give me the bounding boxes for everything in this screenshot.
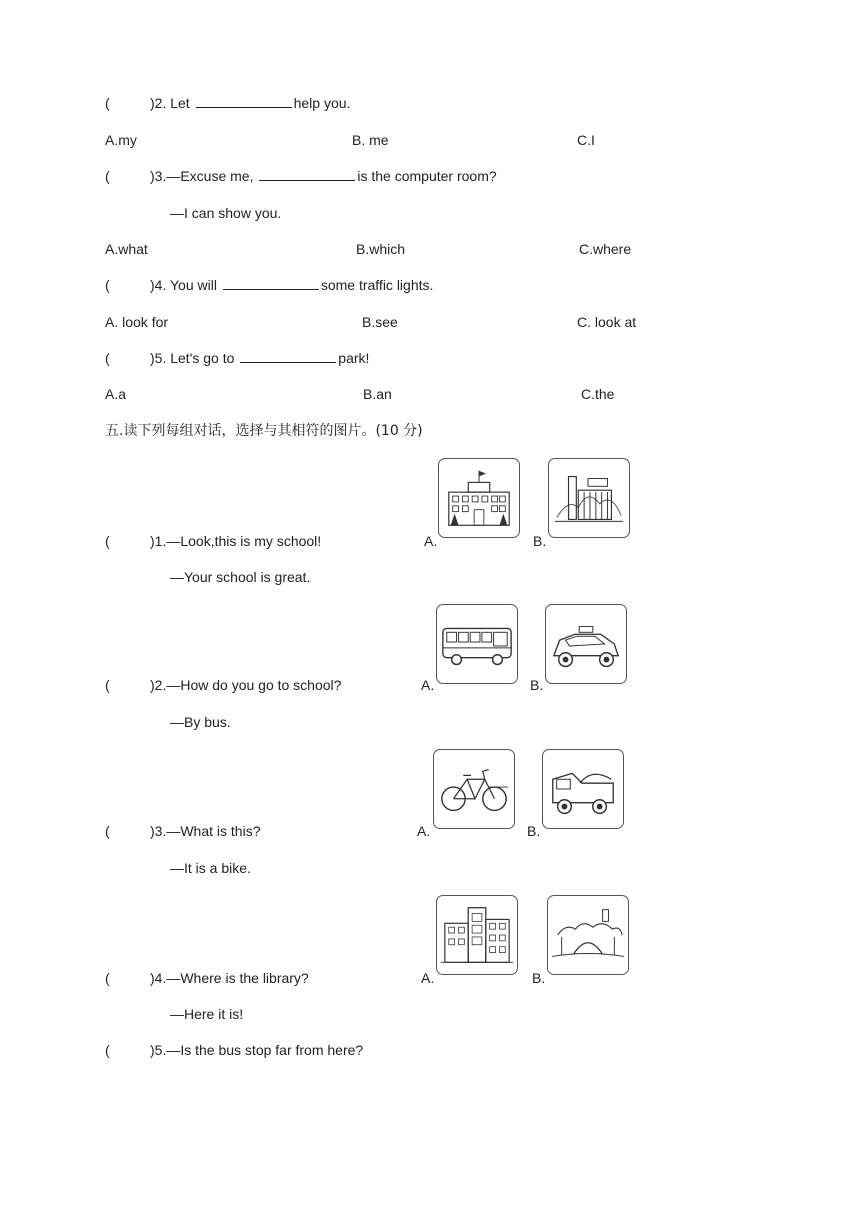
truck-icon[interactable] bbox=[542, 749, 624, 829]
park-scene-drawing bbox=[548, 896, 628, 974]
fill-blank[interactable] bbox=[259, 167, 355, 181]
option-b: B.which bbox=[356, 241, 406, 257]
park-gate-drawing bbox=[549, 459, 629, 537]
choice-label-a: A. bbox=[421, 970, 435, 986]
dialog-question: )2.—How do you go to school? bbox=[150, 677, 342, 693]
question-stem: )4. You will bbox=[150, 277, 217, 293]
choice-label-b: B. bbox=[527, 823, 541, 839]
answer-paren: ( bbox=[105, 677, 110, 693]
fill-blank[interactable] bbox=[196, 94, 292, 108]
park-gate-icon[interactable] bbox=[548, 458, 630, 538]
fill-blank[interactable] bbox=[223, 276, 319, 290]
answer-paren: ( bbox=[105, 1042, 110, 1058]
reply-line: —I can show you. bbox=[170, 205, 282, 221]
library-building-icon[interactable] bbox=[436, 895, 518, 975]
answer-paren: ( bbox=[105, 823, 110, 839]
school-building-drawing bbox=[439, 459, 519, 537]
choice-label-b: B. bbox=[530, 677, 544, 693]
dialog-question: )1.—Look,this is my school! bbox=[150, 533, 322, 549]
answer-paren: ( bbox=[105, 95, 110, 111]
choice-label-b: B. bbox=[532, 970, 546, 986]
option-a: A. look for bbox=[105, 314, 169, 330]
fill-blank[interactable] bbox=[240, 349, 336, 363]
question-stem-end: some traffic lights. bbox=[320, 277, 434, 293]
dialog-answer: —By bus. bbox=[170, 714, 231, 730]
option-c: C. look at bbox=[577, 314, 637, 330]
choice-label-a: A. bbox=[421, 677, 435, 693]
dialog-answer: —Here it is! bbox=[170, 1006, 244, 1022]
question-stem: )3.—Excuse me, bbox=[150, 168, 254, 184]
answer-paren: ( bbox=[105, 277, 110, 293]
dialog-question: )3.—What is this? bbox=[150, 823, 261, 839]
dialog-answer: —It is a bike. bbox=[170, 860, 251, 876]
option-b: B.see bbox=[362, 314, 398, 330]
question-stem: )2. Let bbox=[150, 95, 190, 111]
choice-label-a: A. bbox=[417, 823, 431, 839]
answer-paren: ( bbox=[105, 350, 110, 366]
question-stem: )5. Let's go to bbox=[150, 350, 235, 366]
option-b: B. me bbox=[352, 132, 389, 148]
bus-icon[interactable] bbox=[436, 604, 518, 684]
bus-drawing bbox=[437, 605, 517, 683]
dialog-question: )5.—Is the bus stop far from here? bbox=[150, 1042, 364, 1058]
park-scene-icon[interactable] bbox=[547, 895, 629, 975]
option-c: C.I bbox=[577, 132, 595, 148]
dialog-question: )4.—Where is the library? bbox=[150, 970, 309, 986]
option-b: B.an bbox=[363, 386, 392, 402]
answer-paren: ( bbox=[105, 168, 110, 184]
answer-paren: ( bbox=[105, 533, 110, 549]
library-building-drawing bbox=[437, 896, 517, 974]
question-stem-end: is the computer room? bbox=[357, 168, 497, 184]
option-a: A.a bbox=[105, 386, 127, 402]
police-car-drawing bbox=[546, 605, 626, 683]
option-c: C.the bbox=[581, 386, 615, 402]
choice-label-b: B. bbox=[533, 533, 547, 549]
bike-drawing bbox=[434, 750, 514, 828]
option-a: A.my bbox=[105, 132, 137, 148]
answer-paren: ( bbox=[105, 970, 110, 986]
dialog-answer: —Your school is great. bbox=[170, 569, 311, 585]
police-car-icon[interactable] bbox=[545, 604, 627, 684]
truck-drawing bbox=[543, 750, 623, 828]
option-a: A.what bbox=[105, 241, 148, 257]
school-building-icon[interactable] bbox=[438, 458, 520, 538]
choice-label-a: A. bbox=[424, 533, 438, 549]
question-stem-end: help you. bbox=[293, 95, 351, 111]
bike-icon[interactable] bbox=[433, 749, 515, 829]
question-stem-end: park! bbox=[338, 350, 370, 366]
section-heading: 五.读下列每组对话，选择与其相符的图片。(10 分) bbox=[105, 423, 423, 439]
option-c: C.where bbox=[579, 241, 632, 257]
